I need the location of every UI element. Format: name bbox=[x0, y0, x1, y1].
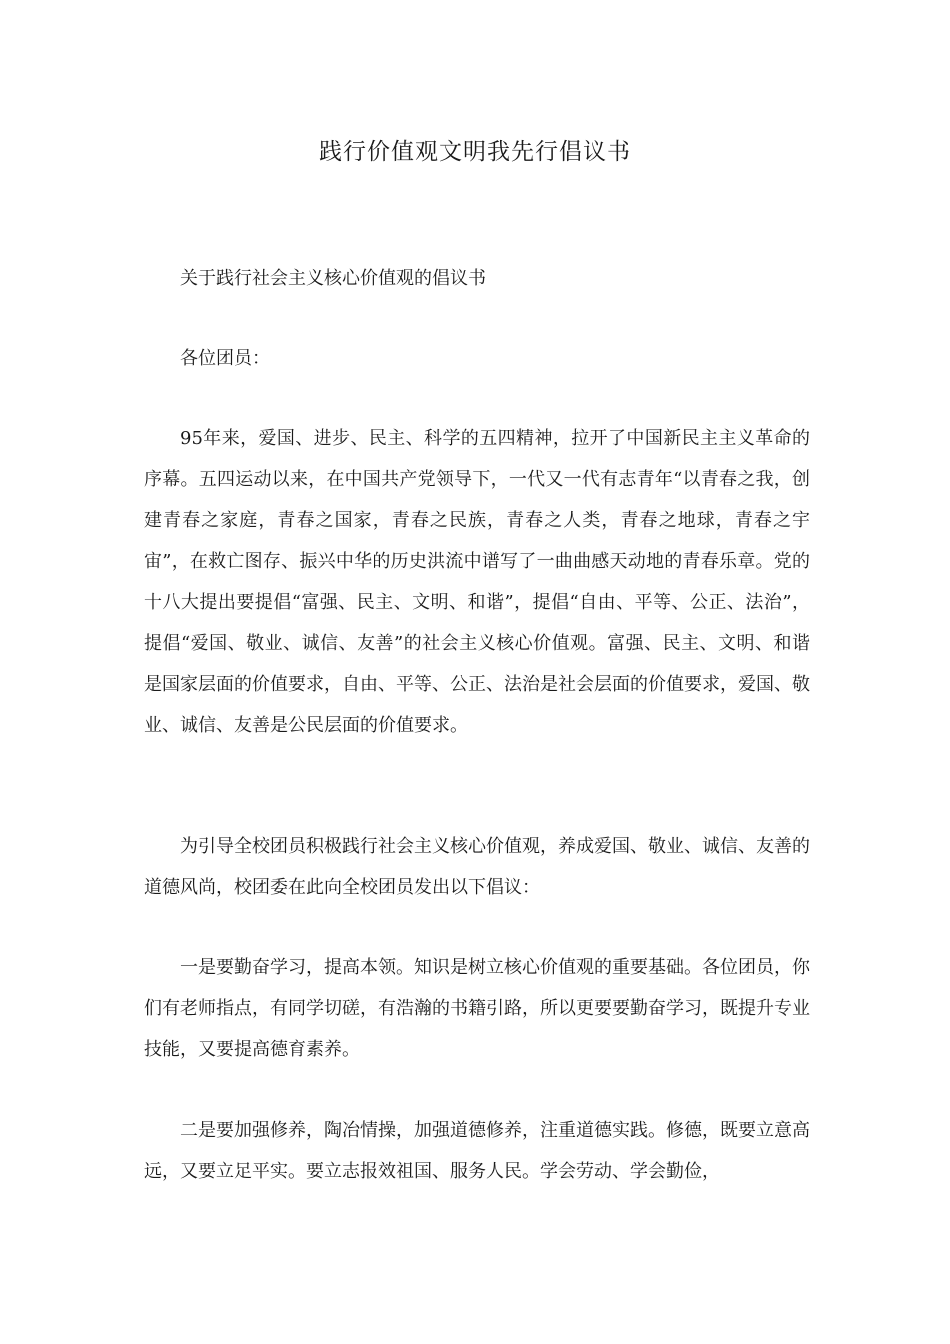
document-subtitle: 关于践行社会主义核心价值观的倡议书 bbox=[180, 268, 486, 289]
document-title: 践行价值观文明我先行倡议书 bbox=[319, 139, 631, 165]
paragraph: 95年来，爱国、进步、民主、科学的五四精神，拉开了中国新民主主义革命的序幕。五四运动以来，在中国共产党领导下，一代又一代有志青年“以青春之我，创建青春之家庭，青春之国家，青春之民族，青春之人类，青春之地球，青春之宇宙”，在救亡图存、振兴中华的历史洪流中谱写了一曲曲感天动地的青春乐章。党的十八大提出要提倡“富强、民主、文明、和谐”，提倡“自由、平等、公正、法治”，提倡“爱国、敬业、诚信、友善”的社会主义核心价值观。富强、民主、文明、和谐是国家层面的价值要求，自由、平等、公正、法治是社会层面的价值要求，爱国、敬业、诚信、友善是公民层面的价值要求。 bbox=[144, 428, 810, 736]
greeting: 各位团员： bbox=[180, 348, 270, 369]
paragraph: 一是要勤奋学习，提高本领。知识是树立核心价值观的重要基础。各位团员，你们有老师指点，有同学切磋，有浩瀚的书籍引路，所以更要要勤奋学习，既提升专业技能，又要提高德育素养。 bbox=[144, 957, 810, 1060]
paragraph: 二是要加强修养，陶冶情操，加强道德修养，注重道德实践。修德，既要立意高远，又要立足平实。要立志报效祖国、服务人民。学会劳动、学会勤俭， bbox=[144, 1120, 810, 1182]
paragraph: 为引导全校团员积极践行社会主义核心价值观，养成爱国、敬业、诚信、友善的道德风尚，校团委在此向全校团员发出以下倡议： bbox=[144, 836, 810, 898]
